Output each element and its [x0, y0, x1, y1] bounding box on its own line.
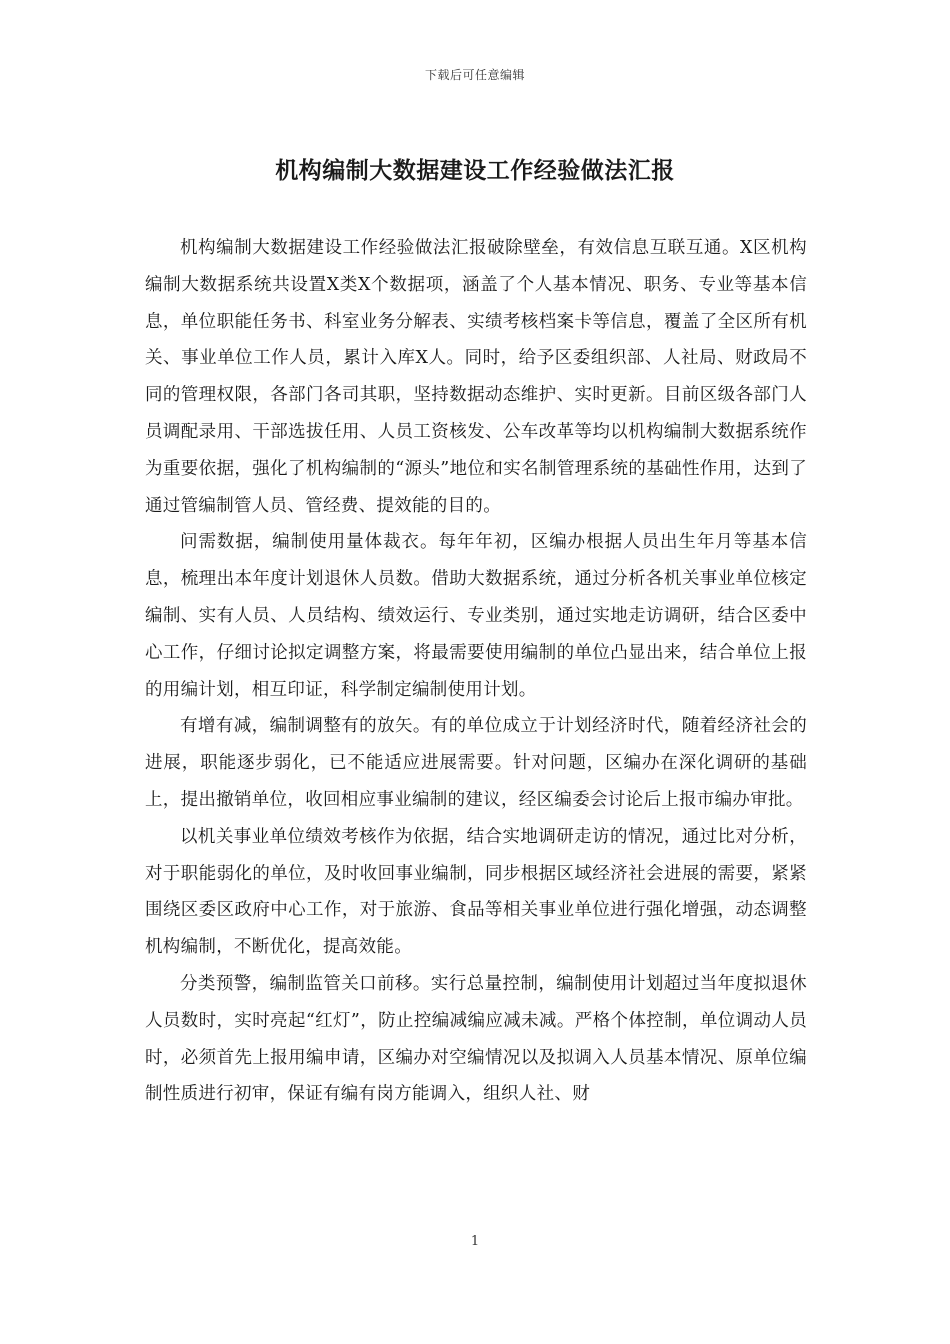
document-title: 机构编制大数据建设工作经验做法汇报: [275, 157, 675, 184]
page-number: 1: [470, 1234, 480, 1249]
paragraph-1: 机构编制大数据建设工作经验做法汇报破除壁垒，有效信息互联互通。X区机构编制大数据系统共设置X类X个数据项，涵盖了个人基本情况、职务、专业等基本信息，单位职能任务书、科室业务分解表、实绩考核档案卡等信息，覆盖了全区所有机关、事业单位工作人员，累计入库X人。同时，给予区委组织部、人社局、财政局不同的管理权限，各部门各司其职，坚持数据动态维护、实时更新。目前区级各部门人员调配录用、干部选拔任用、人员工资核发、公车改革等均以机构编制大数据系统作为重要依据，强化了机构编制的“源头”地位和实名制管理系统的基础性作用，达到了通过管编制管人员、管经费、提效能的目的。: [145, 238, 807, 516]
paragraph-5: 分类预警，编制监管关口前移。实行总量控制，编制使用计划超过当年度拟退休人员数时，实时亮起“红灯”，防止控编减编应减未减。严格个体控制，单位调动人员时，必须首先上报用编申请，区编办对空编情况以及拟调入人员基本情况、原单位编制性质进行初审，保证有编有岗方能调入，组织人社、财: [145, 973, 807, 1105]
paragraph-2: 问需数据，编制使用量体裁衣。每年年初，区编办根据人员出生年月等基本信息，梳理出本年度计划退休人员数。借助大数据系统，通过分析各机关事业单位核定编制、实有人员、人员结构、绩效运行、专业类别，通过实地走访调研，结合区委中心工作，仔细讨论拟定调整方案，将最需要使用编制的单位凸显出来，结合单位上报的用编计划，相互印证，科学制定编制使用计划。: [145, 532, 807, 700]
document-body: [145, 230, 807, 1113]
header-note: 下载后可任意编辑: [424, 68, 525, 82]
paragraph-4: 以机关事业单位绩效考核作为依据，结合实地调研走访的情况，通过比对分析，对于职能弱化的单位，及时收回事业编制，同步根据区域经济社会进展的需要，紧紧围绕区委区政府中心工作，对于旅游、食品等相关事业单位进行强化增强，动态调整机构编制，不断优化，提高效能。: [145, 826, 807, 958]
paragraph-3: 有增有减，编制调整有的放矢。有的单位成立于计划经济时代，随着经济社会的进展，职能逐步弱化，已不能适应进展需要。针对问题，区编办在深化调研的基础上，提出撤销单位，收回相应事业编制的建议，经区编委会讨论后上报市编办审批。: [145, 716, 807, 810]
